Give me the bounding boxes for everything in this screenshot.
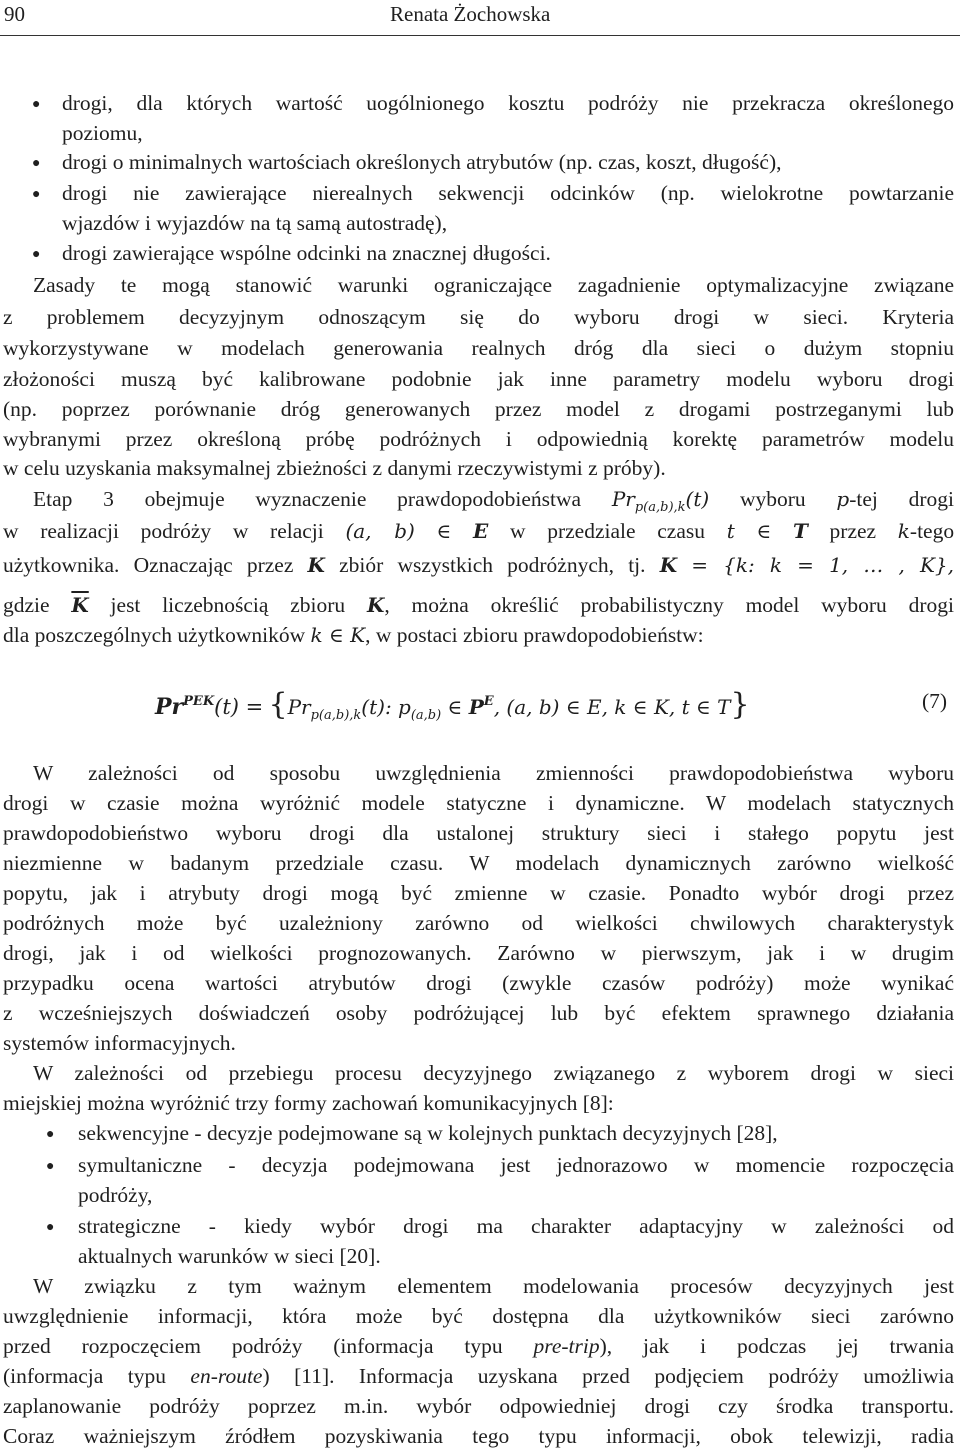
paragraph-line: niezmienne w badanym przedziale czasu. W modelach dynamicznych zarówno wielkość bbox=[3, 851, 954, 875]
bullet-icon: ● bbox=[32, 187, 41, 202]
list-item: drogi zawierające wspólne odcinki na znacznej długości. bbox=[62, 241, 551, 265]
paragraph-line: Coraz ważniejszym źródłem pozyskiwania tego typu informacji, obok telewizji, radia bbox=[3, 1424, 954, 1448]
paragraph-line: W zależności od przebiegu procesu decyzyjnego związanego z wyborem drogi w sieci bbox=[33, 1061, 954, 1085]
list-item: drogi nie zawierające nierealnych sekwencji odcinków (np. wielokrotne powtarzanie bbox=[62, 181, 954, 205]
paragraph-line: W zależności od sposobu uwzględnienia zmienności prawdopodobieństwa wyboru bbox=[33, 761, 954, 785]
paragraph-line: zaplanowanie podróży poprzez m.in. wybór odpowiedniej drogi czy środka transportu. bbox=[3, 1394, 954, 1418]
equation-number: (7) bbox=[922, 689, 948, 713]
paragraph-line: W związku z tym ważnym elementem modelowania procesów decyzyjnych jest bbox=[33, 1274, 954, 1298]
bullet-icon: ● bbox=[32, 247, 41, 262]
paragraph-line: (informacja typu en-route) [11]. Informacja uzyskana przed podjęciem podróży umożliwia bbox=[3, 1364, 954, 1388]
paragraph-line-math: dla poszczególnych użytkowników k ∈ K, w postaci zbioru prawdopodobieństw: bbox=[3, 623, 704, 647]
paragraph-line: w celu uzyskania maksymalnej zbieżności z danymi rzeczywistymi z próby). bbox=[3, 456, 666, 480]
paragraph-line: wykorzystywane w modelach generowania realnych dróg dla sieci o dużym stopniu bbox=[3, 336, 954, 360]
paragraph-line-math: gdzie $\overline{K}$ jest liczebnością zbioru K, można określić probabilistyczny model wyboru drogi bbox=[3, 593, 954, 617]
paragraph-line-math: Etap 3 obejmuje wyznaczenie prawdopodobieństwa $Pr_{p(a,b),k}(t)$ wyboru p-tej drogi bbox=[33, 487, 954, 515]
math-p: p bbox=[836, 487, 850, 511]
bullet-icon: ● bbox=[32, 97, 41, 112]
paragraph-line: wybranymi przez określoną próbę podróżnych i odpowiednią korektę parametrów modelu bbox=[3, 427, 954, 451]
paragraph-line: drogi, jak i od wielkości prognozowanych. Zarówno w pierwszym, jak i w drugim bbox=[3, 941, 954, 965]
list-item-cont: poziomu, bbox=[62, 121, 143, 145]
list-item: sekwencyjne - decyzje podejmowane są w kolejnych punktach decyzyjnych [28], bbox=[78, 1121, 778, 1145]
list-item: strategiczne - kiedy wybór drogi ma charakter adaptacyjny w zależności od bbox=[78, 1214, 954, 1238]
paragraph-line: (np. poprzez porównanie dróg generowanych przez model z drogami postrzeganymi lub bbox=[3, 397, 954, 421]
list-item-cont: aktualnych warunków w sieci [20]. bbox=[78, 1244, 381, 1268]
paragraph-line: z problemem decyzyjnym odnoszącym się do wyboru drogi w sieci. Kryteria bbox=[3, 305, 954, 329]
bullet-icon: ● bbox=[46, 1159, 55, 1174]
running-head-author: Renata Żochowska bbox=[390, 2, 551, 26]
page-number: 90 bbox=[4, 2, 25, 26]
list-item: drogi o minimalnych wartościach określonych atrybutów (np. czas, koszt, długość), bbox=[62, 150, 782, 174]
bullet-icon: ● bbox=[46, 1220, 55, 1235]
paragraph-line: drogi w czasie można wyróżnić modele statyczne i dynamiczne. W modelach statycznych bbox=[3, 791, 954, 815]
equation-7: $Pr^{PEK}(t) = \{Pr_{p(a,b),k}(t)$: $p_{(a,b)}$ ∈ $P^E$, (a, b) ∈ E, k ∈ K, t ∈ T} bbox=[155, 687, 750, 723]
math-pr: $Pr_{p(a,b),k}(t)$ bbox=[611, 487, 710, 515]
paragraph-line: uwzględnienie informacji, która może być dostępna dla użytkowników sieci zarówno bbox=[3, 1304, 954, 1328]
paragraph-line: miejskiej można wyróżnić trzy formy zachowań komunikacyjnych [8]: bbox=[3, 1091, 614, 1115]
paragraph-line: przed rozpoczęciem podróży (informacja typu pre-trip), jak i podczas jej trwania bbox=[3, 1334, 955, 1358]
header-rule bbox=[0, 35, 960, 36]
paragraph-line: przypadku ocena wartości atrybutów drogi (zwykle czasów podróży) może wynikać bbox=[3, 971, 954, 995]
page-header bbox=[0, 0, 960, 34]
list-item-cont: wjazdów i wyjazdów na tą samą autostradę), bbox=[62, 211, 448, 235]
bullet-icon: ● bbox=[32, 156, 41, 171]
paragraph-line: z wcześniejszych doświadczeń osoby podróżującej lub być efektem sprawnego działania bbox=[3, 1001, 954, 1025]
paragraph-line: popytu, jak i atrybuty drogi mogą być zmienne w czasie. Ponadto wybór drogi przez bbox=[3, 881, 954, 905]
paragraph-line-math: użytkownika. Oznaczając przez K zbiór wszystkich podróżnych, tj. K = {k: k = 1, … , K}, bbox=[3, 553, 954, 577]
list-item: symultaniczne - decyzja podejmowana jest jednorazowo w momencie rozpoczęcia bbox=[78, 1153, 954, 1177]
paragraph-line: systemów informacyjnych. bbox=[3, 1031, 236, 1055]
paragraph-line-math: w realizacji podróży w relacji (a, b) ∈ E w przedziale czasu t ∈ T przez k-tego bbox=[3, 519, 955, 543]
paragraph-line: złożoności muszą być kalibrowane podobnie jak inne parametry modelu wyboru drogi bbox=[3, 367, 954, 391]
list-item-cont: podróży, bbox=[78, 1183, 153, 1207]
paragraph-line: prawdopodobieństwo wyboru drogi dla ustalonej struktury sieci i stałego popytu jest bbox=[3, 821, 954, 845]
bullet-icon: ● bbox=[46, 1127, 55, 1142]
list-item: drogi, dla których wartość uogólnionego kosztu podróży nie przekracza określonego bbox=[62, 91, 954, 115]
paragraph-line: podróżnych może być uzależniony zarówno od wielkości chwilowych charakterystyk bbox=[3, 911, 954, 935]
paragraph-line: Zasady te mogą stanowić warunki ograniczające zagadnienie optymalizacyjne związane bbox=[33, 273, 954, 297]
